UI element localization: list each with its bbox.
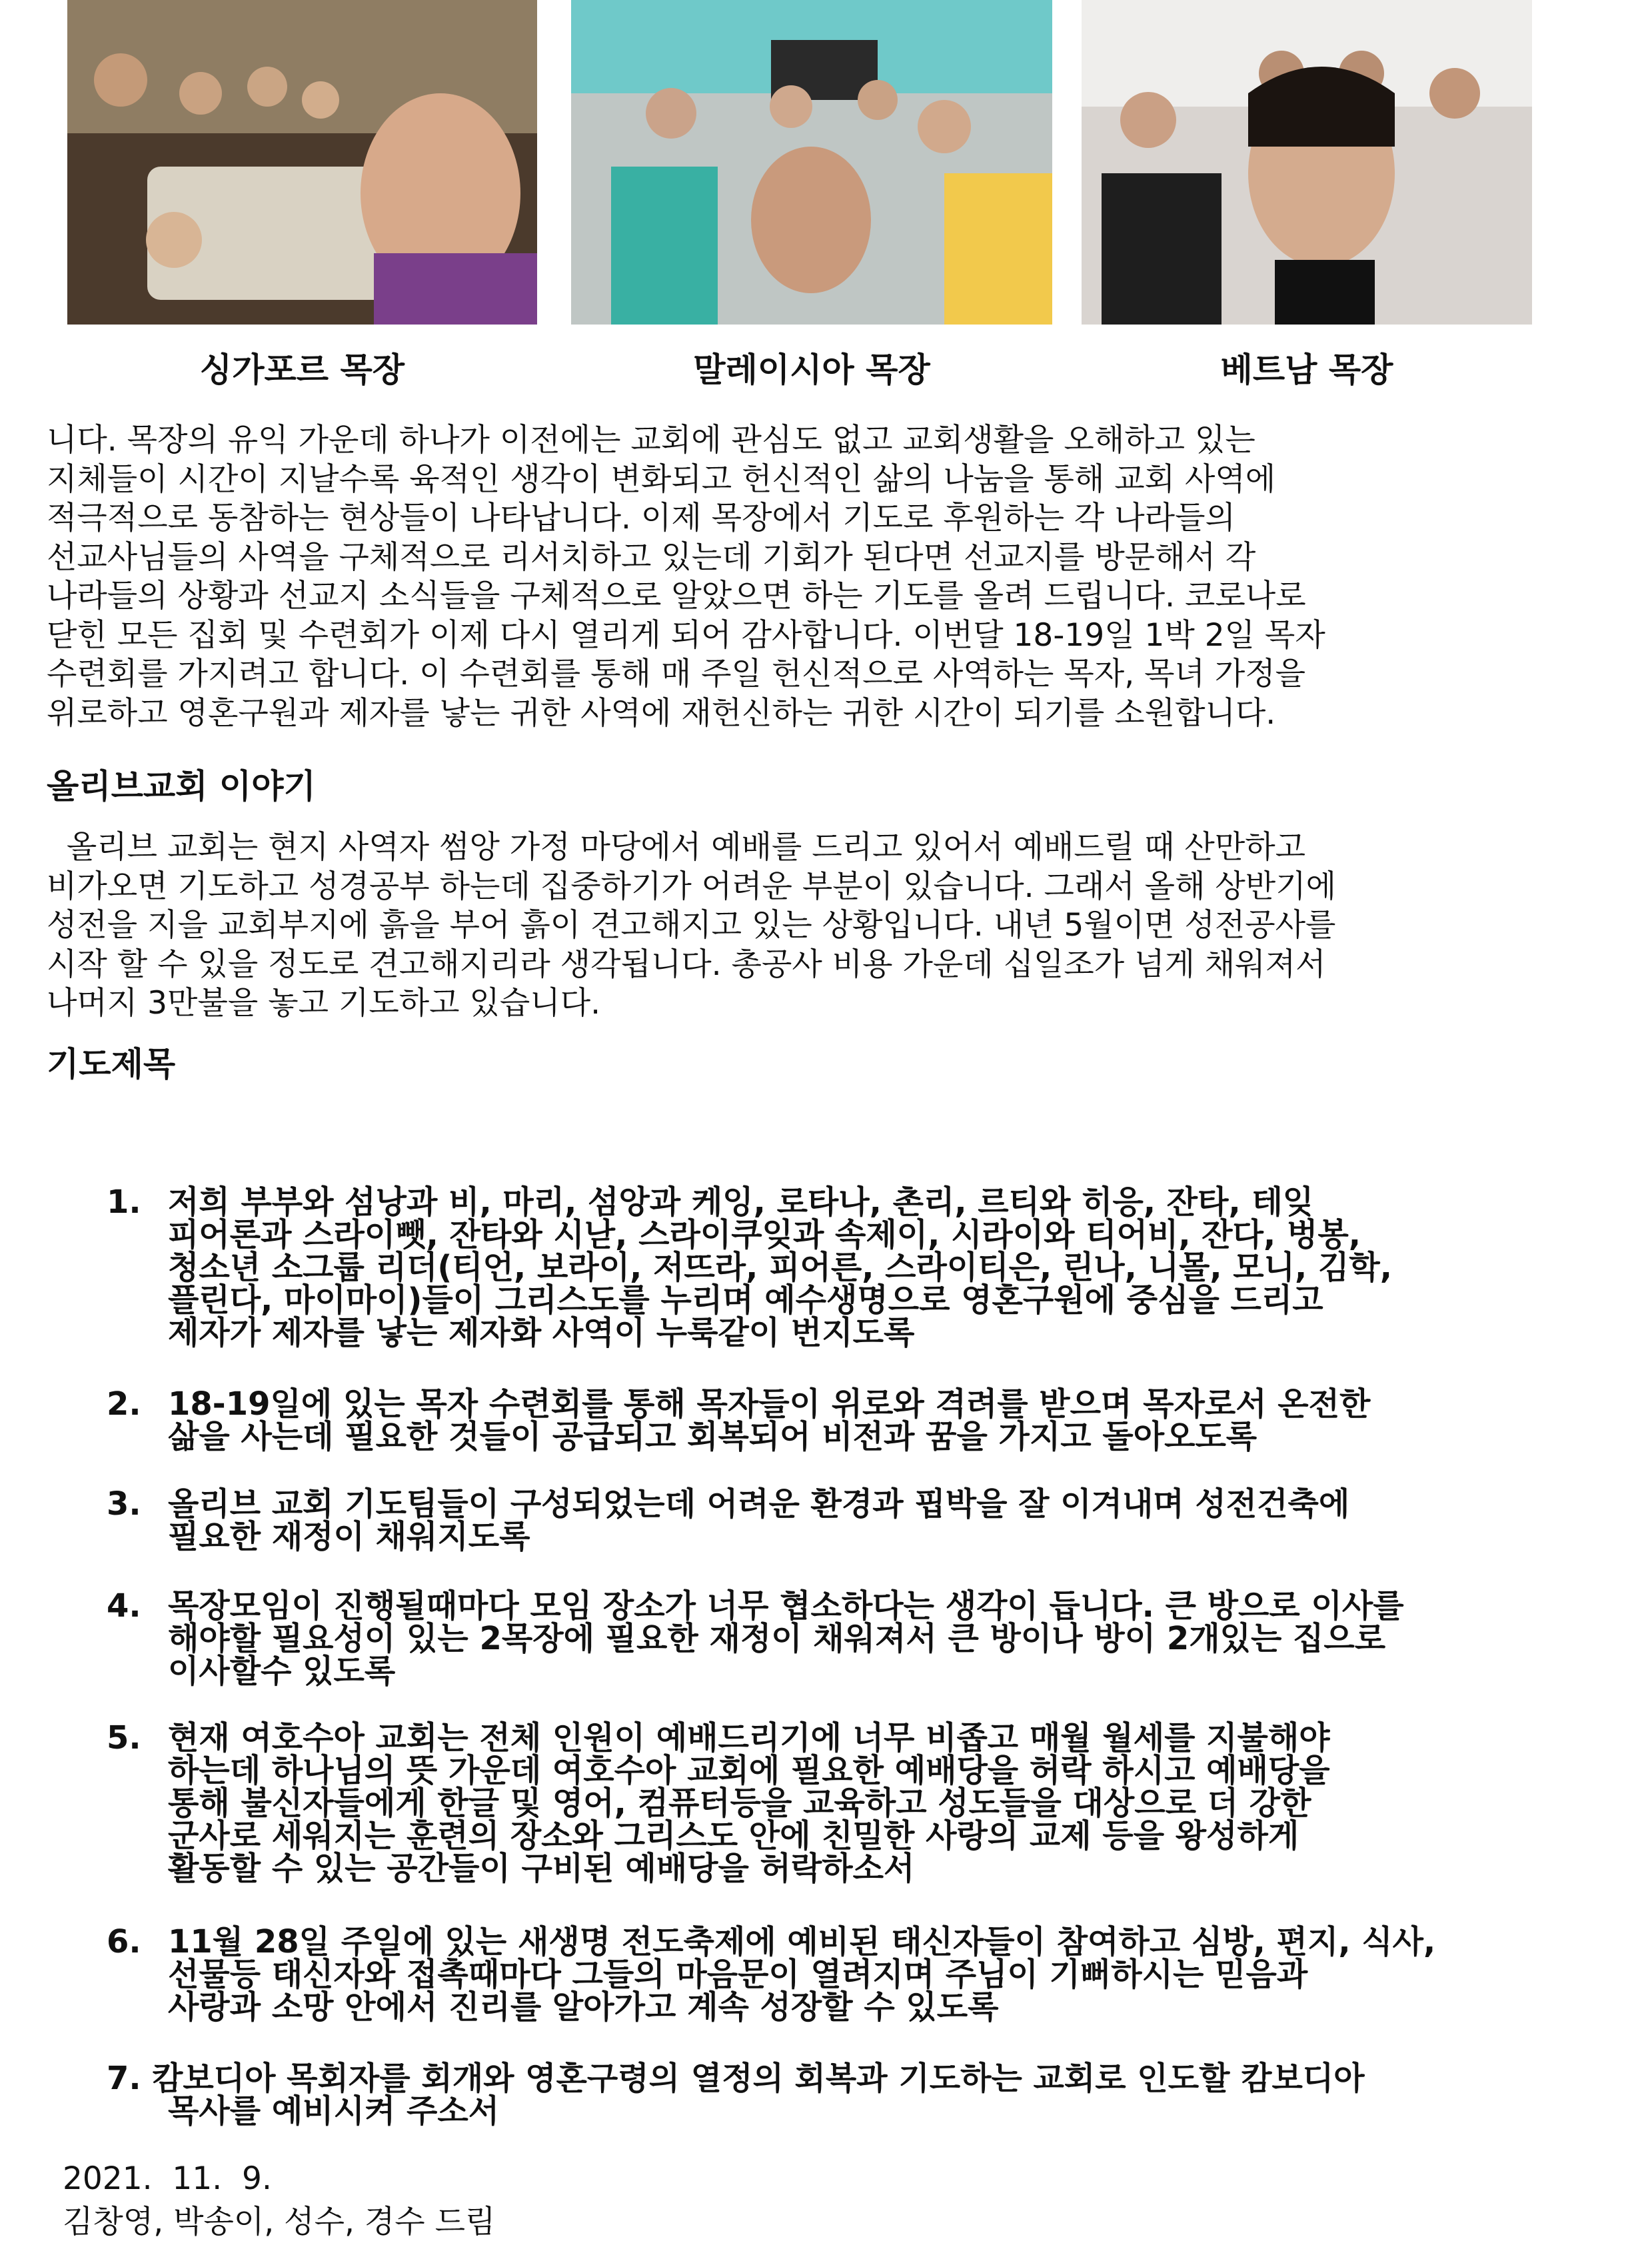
- intro-paragraph: [47, 421, 1606, 733]
- olive-church-heading: 올리브교회 이야기: [47, 767, 316, 806]
- prayer-line: 선물등 태신자와 접촉때마다 그들의 마음문이 열려지며 주님이 기뻐하시는 믿음과: [168, 1956, 1308, 1993]
- prayer-line: 제자가 제자를 낳는 제자화 사역이 누룩같이 번지도록: [168, 1314, 915, 1351]
- paragraph-line: 적극적으로 동참하는 현상들이 나타납니다. 이제 목장에서 기도로 후원하는 각 나라들의: [47, 500, 1236, 536]
- paragraph-line: 비가오면 기도하고 성경공부 하는데 집중하기가 어려운 부분이 있습니다. 그래서 올해 상반기에: [47, 868, 1337, 905]
- prayer-line: 플린다, 마이마이)들이 그리스도를 누리며 예수생명으로 영혼구원에 중심을 드리고: [168, 1281, 1323, 1319]
- paragraph-line: 성전을 지을 교회부지에 흙을 부어 흙이 견고해지고 있는 상황입니다. 내년 5월이면 성전공사를: [47, 907, 1336, 944]
- photo-vietnam-cell-group: [1082, 0, 1532, 325]
- paragraph-line: 수련회를 가지려고 합니다. 이 수련회를 통해 매 주일 헌신적으로 사역하는 목자, 목녀 가정을: [47, 656, 1306, 692]
- prayer-line: 현재 여호수아 교회는 전체 인원이 예배드리기에 너무 비좁고 매월 월세를 지불해야: [168, 1719, 1330, 1757]
- photo-placeholder: [571, 0, 1052, 325]
- prayer-line: 18-19일에 있는 목자 수련회를 통해 목자들이 위로와 격려를 받으며 목자로서 온전한: [168, 1385, 1371, 1423]
- prayer-line: 피어론과 스라이뺏, 잔타와 시낟, 스라이쿠잊과 속제이, 시라이와 티어비, 잔다, 벙봉,: [168, 1216, 1361, 1253]
- prayer-line: 저희 부부와 섬낭과 비, 마리, 섬앙과 케잉, 로타나, 촌리, 르티와 히응, 잔타, 테잊: [168, 1183, 1314, 1221]
- prayer-item: [107, 1385, 1613, 1455]
- paragraph-line: 선교사님들의 사역을 구체적으로 리서치하고 있는데 기회가 된다면 선교지를 방문해서 각: [47, 538, 1256, 576]
- prayer-item: [107, 1485, 1613, 1555]
- paragraph-line: 지체들이 시간이 지날수록 육적인 생각이 변화되고 헌신적인 삶의 나눔을 통해 교회 사역에: [47, 460, 1276, 498]
- photo-singapore-cell-group: [67, 0, 537, 325]
- prayer-line: 필요한 재정이 채워지도록: [168, 1518, 530, 1555]
- prayer-item: [107, 2062, 1613, 2128]
- prayer-number: 5.: [107, 1719, 141, 1757]
- prayer-line: 11월 28일 주일에 있는 새생명 전도축제에 예비된 태신자들이 참여하고 심방, 편지, 식사,: [168, 1923, 1436, 1960]
- olive-church-paragraph: [47, 828, 1606, 1024]
- prayer-line: 청소년 소그룹 리더(티언, 보라이, 저뜨라, 피어른, 스라이티은, 린나, 니몰, 모니, 김학,: [168, 1249, 1392, 1286]
- letter-signature: 김창영, 박송이, 성수, 경수 드림: [63, 2204, 496, 2240]
- prayer-line: 목장모임이 진행될때마다 모임 장소가 너무 협소하다는 생각이 듭니다. 큰 방으로 이사를: [168, 1587, 1404, 1625]
- paragraph-line: 나라들의 상황과 선교지 소식들을 구체적으로 알았으면 하는 기도를 올려 드립니다. 코로나로: [47, 578, 1306, 614]
- prayer-line: 해야할 필요성이 있는 2목장에 필요한 재정이 채워져서 큰 방이나 방이 2개있는 집으로: [168, 1620, 1386, 1657]
- paragraph-line: 니다. 목장의 유익 가운데 하나가 이전에는 교회에 관심도 없고 교회생활을 오해하고 있는: [47, 422, 1255, 458]
- photo-caption-malaysia: 말레이시아 목장: [693, 351, 930, 389]
- prayer-number: 2.: [107, 1385, 141, 1423]
- prayer-line: 올리브 교회 기도팀들이 구성되었는데 어려운 환경과 핍박을 잘 이겨내며 성전건축에: [168, 1485, 1350, 1523]
- prayer-number: 6.: [107, 1923, 141, 1960]
- prayer-line: 목사를 예비시켜 주소서: [168, 2092, 500, 2130]
- prayer-number: 4.: [107, 1587, 141, 1625]
- photo-caption-singapore: 싱가포르 목장: [199, 351, 405, 389]
- prayer-number: 3.: [107, 1485, 141, 1523]
- prayer-line: 군사로 세워지는 훈련의 장소와 그리스도 안에 친밀한 사랑의 교제 등을 왕성하게: [168, 1817, 1299, 1855]
- prayer-line: 삶을 사는데 필요한 것들이 공급되고 회복되어 비전과 꿈을 가지고 돌아오도록: [168, 1418, 1257, 1455]
- paragraph-line: 위로하고 영혼구원과 제자를 낳는 귀한 사역에 재헌신하는 귀한 시간이 되기를 소원합니다.: [47, 694, 1276, 732]
- prayer-number: 7.: [107, 2060, 141, 2097]
- prayer-item: [107, 1587, 1613, 1690]
- photo-placeholder: [1082, 0, 1532, 325]
- prayer-line: 하는데 하나님의 뜻 가운데 여호수아 교회에 필요한 예배당을 허락 하시고 예배당을: [168, 1752, 1330, 1789]
- paragraph-line: 나머지 3만불을 놓고 기도하고 있습니다.: [47, 985, 601, 1022]
- photo-malaysia-cell-group: [571, 0, 1052, 325]
- prayer-line: 활동할 수 있는 공간들이 구비된 예배당을 허락하소서: [168, 1850, 915, 1887]
- photo-placeholder: [67, 0, 537, 325]
- paragraph-line: 올리브 교회는 현지 사역자 썸앙 가정 마당에서 예배를 드리고 있어서 예배드릴 때 산만하고: [47, 829, 1306, 866]
- prayer-number: 1.: [107, 1183, 141, 1221]
- prayer-line: 통해 불신자들에게 한글 및 영어, 컴퓨터등을 교육하고 성도들을 대상으로 더 강한: [168, 1785, 1311, 1822]
- prayer-item: [107, 1183, 1613, 1351]
- prayer-topics-heading: 기도제목: [47, 1045, 176, 1084]
- prayer-item: [107, 1923, 1613, 2026]
- prayer-item: [107, 1719, 1613, 1887]
- prayer-line: 캄보디아 목회자를 회개와 영혼구령의 열정의 회복과 기도하는 교회로 인도할 캄보디아: [152, 2060, 1365, 2097]
- photo-caption-vietnam: 베트남 목장: [1220, 351, 1393, 389]
- prayer-line: 사랑과 소망 안에서 진리를 알아가고 계속 성장할 수 있도록: [168, 1988, 999, 2026]
- letter-date: 2021. 11. 9.: [63, 2160, 272, 2197]
- paragraph-line: 시작 할 수 있을 정도로 견고해지리라 생각됩니다. 총공사 비용 가운데 십일조가 넘게 채워져서: [47, 946, 1326, 983]
- prayer-line: 이사할수 있도록: [168, 1653, 396, 1690]
- paragraph-line: 닫힌 모든 집회 및 수련회가 이제 다시 열리게 되어 감사합니다. 이번달 18-19일 1박 2일 목자: [47, 616, 1325, 654]
